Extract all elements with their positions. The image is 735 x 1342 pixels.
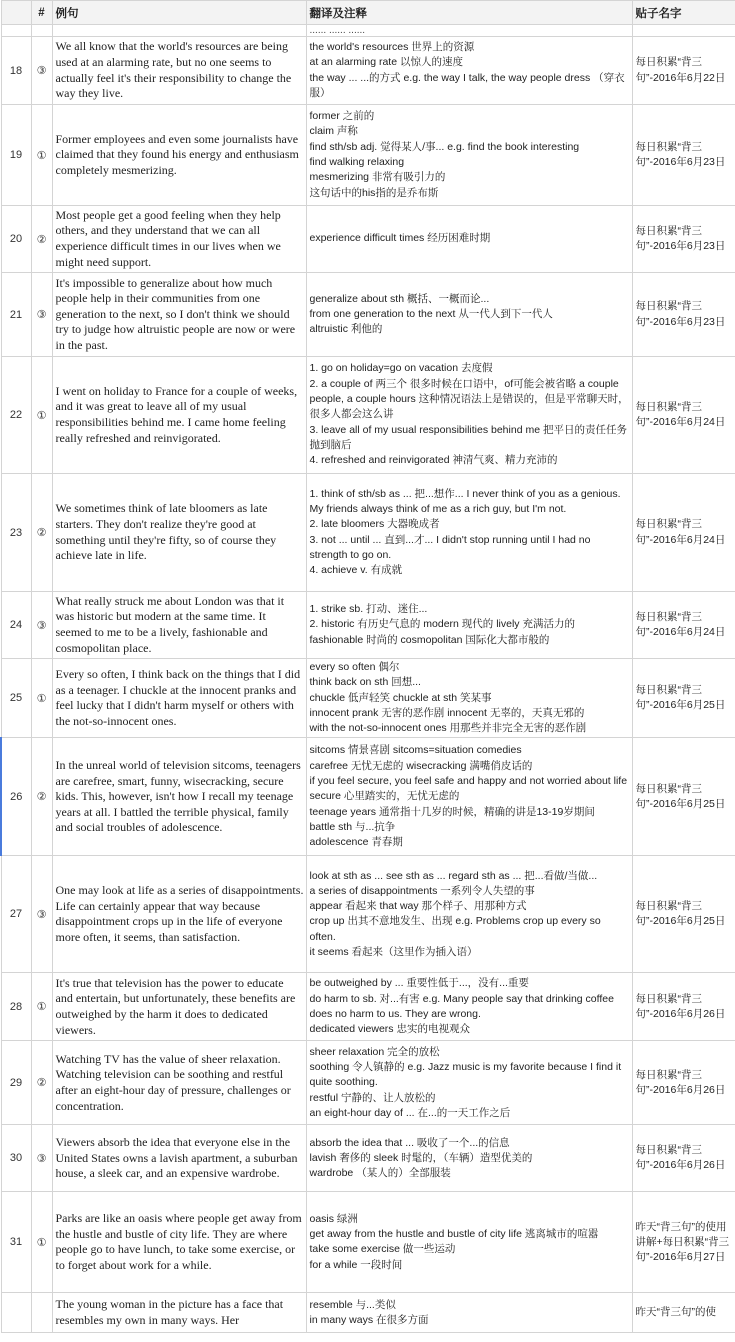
row-mark-cell[interactable] — [31, 1293, 52, 1333]
row-number-cell[interactable]: 25 — [1, 659, 31, 738]
source-cell[interactable]: 每日积累“背三句”-2016年6月24日 — [632, 592, 735, 659]
row-number-cell[interactable]: 24 — [1, 592, 31, 659]
note-line: soothing 令人镇静的 e.g. Jazz music is my favorite because I find it quite soothing. — [309, 1061, 622, 1089]
sentence-cell[interactable]: Viewers absorb the idea that everyone else in the United States owns a lavish apartment, a suburban house, a sleek car, and an expensive wardrobe. — [52, 1125, 306, 1192]
note-line: look at sth as ... see sth as ... regard sth as ... 把...看做/当做... — [309, 869, 598, 882]
note-line: get away from the hustle and bustle of city life 逃离城市的喧嚣 — [309, 1228, 599, 1241]
table-row — [1, 1293, 735, 1333]
notes-cell[interactable] — [306, 1041, 632, 1125]
row-mark-cell[interactable]: ① — [31, 973, 52, 1041]
table-row — [1, 1041, 735, 1125]
note-line: altruistic 利他的 — [309, 323, 383, 336]
source-cell[interactable]: 每日积累“背三句”-2016年6月25日 — [632, 738, 735, 856]
note-line: 2. historic 有历史气息的 modern 现代的 lively 充满活力的 fashionable 时尚的 cosmopolitan 国际化大都市般的 — [309, 618, 575, 646]
notes-cell[interactable] — [306, 973, 632, 1041]
row-mark-cell[interactable]: ① — [31, 1192, 52, 1293]
notes-cell[interactable] — [306, 357, 632, 474]
note-line: 2. late bloomers 大器晚成者 — [309, 518, 440, 531]
row-mark-cell[interactable]: ③ — [31, 273, 52, 357]
note-line: appear 看起来 that way 那个样子、用那种方式 — [309, 900, 527, 913]
note-line: oasis 绿洲 — [309, 1212, 358, 1225]
sentence-cell[interactable]: It's true that television has the power to educate and entertain, but unfortunately, these benefits are outweighed by the harm it does to dedicated viewers. — [52, 973, 306, 1041]
sentence-cell[interactable]: Most people get a good feeling when they help others, and they understand that we can all experience difficult times in our lives when we might need support. — [52, 206, 306, 273]
note-line: find walking relaxing — [309, 156, 405, 168]
note-line: absorb the idea that ... 吸收了一个...的信息 — [309, 1136, 510, 1149]
table-row — [1, 1192, 735, 1293]
note-line: crop up 出其不意地发生、出现 e.g. Problems crop up every so often. — [309, 915, 601, 943]
notes-cell[interactable] — [306, 206, 632, 273]
row-mark-cell[interactable]: ① — [31, 357, 52, 474]
note-line: resemble 与...类似 — [309, 1298, 396, 1311]
sentence-cell[interactable]: We sometimes think of late bloomers as late starters. They don't realize they're good at something until they're fifty, so of course they achieve late in life. — [52, 474, 306, 592]
note-line: former 之前的 — [309, 110, 375, 123]
notes-cell[interactable] — [306, 1192, 632, 1293]
notes-cell[interactable] — [306, 856, 632, 973]
note-line: generalize about sth 概括、一概而论... — [309, 292, 490, 305]
note-line: find sth/sb adj. 觉得某人/事... e.g. find the book interesting — [309, 140, 580, 153]
note-line: experience difficult times 经历困难时期 — [309, 232, 491, 245]
source-cell[interactable]: 昨天“背三句”的使用讲解+每日积累“背三句”-2016年6月27日 — [632, 1192, 735, 1293]
note-line: from one generation to the next 从一代人到下一代人 — [309, 307, 553, 320]
note-line: with the not-so-innocent ones 用那些并非完全无害的恶作剧 — [309, 722, 587, 735]
notes-cell[interactable] — [306, 1293, 632, 1333]
row-mark-cell[interactable]: ① — [31, 105, 52, 206]
row-mark-cell[interactable]: ③ — [31, 37, 52, 105]
row-mark-cell[interactable]: ② — [31, 206, 52, 273]
header-notes[interactable]: 翻译及注释 — [306, 1, 632, 25]
source-cell[interactable]: 每日积累“背三句”-2016年6月25日 — [632, 659, 735, 738]
sentence-cell[interactable]: Every so often, I think back on the things that I did as a teenager. I chuckle at the innocent pranks and feel lucky that I didn't harm myself or others with the not-so-innocent ones. — [52, 659, 306, 738]
table-row — [1, 659, 735, 738]
header-blank[interactable] — [1, 1, 31, 25]
note-line: 1. think of sth/sb as ... 把...想作... I never think of you as a genious. My friends always think of me as a rich guy, but I'm not. — [309, 487, 621, 515]
note-line: 1. go on holiday=go on vacation 去度假 — [309, 362, 493, 375]
sentence-cell[interactable]: I went on holiday to France for a couple of weeks, and it was great to leave all of my usual responsibilities behind me. I came home feeling really refreshed and reinvigorated. — [52, 357, 306, 474]
sentence-cell[interactable]: Parks are like an oasis where people get away from the hustle and bustle of city life. They are where people go to have lunch, to take some exercise, or to forget about work for a while. — [52, 1192, 306, 1293]
partial-row-above — [1, 25, 735, 37]
notes-cell[interactable] — [306, 659, 632, 738]
note-line: 1. strike sb. 打动、迷住... — [309, 603, 428, 616]
note-line: every so often 偶尔 — [309, 661, 400, 673]
note-line: innocent prank 无害的恶作剧 innocent 无辜的，天真无邪的 — [309, 706, 585, 719]
row-number-cell[interactable]: 31 — [1, 1192, 31, 1293]
header-sentence[interactable]: 例句 — [52, 1, 306, 25]
row-number-cell[interactable]: 23 — [1, 474, 31, 592]
row-number-cell[interactable]: 27 — [1, 856, 31, 973]
note-line: dedicated viewers 忠实的电视观众 — [309, 1023, 470, 1036]
note-line: the way ... ...的方式 e.g. the way I talk, the way people dress （穿衣服） — [309, 71, 625, 99]
row-number-cell[interactable]: 22 — [1, 357, 31, 474]
note-line: for a while 一段时间 — [309, 1258, 403, 1271]
notes-cell[interactable] — [306, 738, 632, 856]
sentence-cell[interactable]: One may look at life as a series of disappointments. Life can certainly appear that way because disappointment crops up in the life of everyone more often, it seems, than satisfaction. — [52, 856, 306, 973]
source-cell[interactable]: 每日积累“背三句”-2016年6月24日 — [632, 357, 735, 474]
note-line: think back on sth 回想... — [309, 676, 421, 689]
note-line: 3. not ... until ... 直到...才... I didn't stop running until I had no strength to go on. — [309, 533, 591, 561]
row-number-cell[interactable] — [1, 1293, 31, 1333]
row-number-cell[interactable]: 28 — [1, 973, 31, 1041]
row-number-cell[interactable]: 29 — [1, 1041, 31, 1125]
row-number-cell[interactable]: 21 — [1, 273, 31, 357]
header-row — [1, 1, 735, 25]
source-cell[interactable]: 每日积累“背三句”-2016年6月26日 — [632, 1041, 735, 1125]
table-row — [1, 973, 735, 1041]
note-line: lavish 奢侈的 sleek 时髦的，（车辆）造型优美的 — [309, 1151, 533, 1164]
source-cell[interactable]: 每日积累“背三句”-2016年6月22日 — [632, 37, 735, 105]
sentence-cell[interactable]: Former employees and even some journalists have claimed that they found his energy and enthusiasm completely mesmerizing. — [52, 105, 306, 206]
note-line: sitcoms 情景喜剧 sitcoms=situation comedies — [309, 744, 522, 757]
source-cell[interactable]: 每日积累“背三句”-2016年6月26日 — [632, 973, 735, 1041]
row-mark-cell[interactable]: ③ — [31, 592, 52, 659]
note-line: the world's resources 世界上的资源 — [309, 40, 475, 53]
notes-cell[interactable] — [306, 592, 632, 659]
row-number-cell[interactable]: 18 — [1, 37, 31, 105]
note-line: adolescence 青春期 — [309, 836, 403, 849]
note-line: restful 宁静的、让人放松的 — [309, 1091, 436, 1104]
header-source[interactable]: 贴子名字 — [632, 1, 735, 25]
cut-off-text: ...... ...... ...... — [309, 25, 366, 36]
table-row — [1, 856, 735, 973]
note-line: 4. refreshed and reinvigorated 神清气爽、精力充沛的 — [309, 454, 558, 467]
note-line: do harm to sb. 对...有害 e.g. Many people say that drinking coffee does no harm to us. They are wrong. — [309, 992, 614, 1020]
note-line: chuckle 低声轻笑 chuckle at sth 笑某事 — [309, 691, 492, 704]
row-mark-cell[interactable]: ② — [31, 474, 52, 592]
source-cell[interactable]: 每日积累“背三句”-2016年6月23日 — [632, 206, 735, 273]
sentence-cell[interactable]: It's impossible to generalize about how much people help in their communities from one generation to the next, so I don't think we should try to judge how altruistic people are now or were in the past. — [52, 273, 306, 357]
note-line: if you feel secure, you feel safe and happy and not worried about life secure 心里踏实的，无忧无虑的 — [309, 775, 628, 803]
header-number[interactable]: # — [31, 1, 52, 25]
note-line: at an alarming rate 以惊人的速度 — [309, 56, 463, 69]
note-line: sheer relaxation 完全的放松 — [309, 1045, 440, 1058]
note-line: battle sth 与...抗争 — [309, 820, 396, 833]
note-line: wardrobe （某人的）全部服装 — [309, 1167, 451, 1180]
source-cell[interactable]: 每日积累“背三句”-2016年6月26日 — [632, 1125, 735, 1192]
note-line: in many ways 在很多方面 — [309, 1313, 429, 1326]
note-line: 2. a couple of 两三个 很多时候在口语中，of可能会被省略 a couple people, a couple hours 这种情况语法上是错误的，但是平常聊天时，很多人都会这么讲 — [309, 377, 629, 421]
table-row — [1, 273, 735, 357]
row-mark-cell[interactable]: ③ — [31, 856, 52, 973]
table-row — [1, 357, 735, 474]
note-line: a series of disappointments 一系列令人失望的事 — [309, 884, 535, 897]
source-cell[interactable]: 每日积累“背三句”-2016年6月25日 — [632, 856, 735, 973]
row-number-cell[interactable]: 26 — [1, 738, 31, 856]
row-mark-cell[interactable]: ① — [31, 659, 52, 738]
table-row — [1, 206, 735, 273]
sentence-cell[interactable]: Watching TV has the value of sheer relaxation. Watching television can be soothing and restful after an eight-hour day of pressure, challenges or concentration. — [52, 1041, 306, 1125]
note-line: mesmerizing 非常有吸引力的 — [309, 171, 446, 184]
row-number-cell[interactable]: 19 — [1, 105, 31, 206]
note-line: it seems 看起来（这里作为插入语） — [309, 946, 478, 959]
note-line: 这句话中的his指的是乔布斯 — [309, 186, 439, 199]
table-row — [1, 474, 735, 592]
row-mark-cell[interactable]: ② — [31, 738, 52, 856]
row-number-cell[interactable]: 30 — [1, 1125, 31, 1192]
table-row — [1, 37, 735, 105]
source-cell[interactable]: 每日积累“背三句”-2016年6月24日 — [632, 474, 735, 592]
source-cell[interactable]: 昨天“背三句”的使 — [632, 1293, 735, 1333]
note-line: take some exercise 做一些运动 — [309, 1243, 456, 1256]
notes-cell[interactable] — [306, 1125, 632, 1192]
sentence-cell[interactable]: The young woman in the picture has a face that resembles my own in many ways. Her — [52, 1293, 306, 1333]
row-mark-cell[interactable]: ③ — [31, 1125, 52, 1192]
row-number-cell[interactable]: 20 — [1, 206, 31, 273]
note-line: 4. achieve v. 有成就 — [309, 564, 403, 577]
notes-cell[interactable] — [306, 273, 632, 357]
table-row — [1, 105, 735, 206]
note-line: claim 声称 — [309, 125, 358, 138]
sentence-cell[interactable]: In the unreal world of television sitcoms, teenagers are carefree, smart, funny, wisecracking, secure kids. This, however, isn't how I recall my teenage years at all. I battled the terrible physical, family and social troubles of adolescence. — [52, 738, 306, 856]
sentence-cell[interactable]: What really struck me about London was that it was historic but modern at the same time. It seemed to me to be a lively, fashionable and cosmopolitan place. — [52, 592, 306, 659]
source-cell[interactable]: 每日积累“背三句”-2016年6月23日 — [632, 105, 735, 206]
note-line: an eight-hour day of ... 在...的一天工作之后 — [309, 1106, 511, 1119]
note-line: be outweighed by ... 重要性低于...，没有...重要 — [309, 977, 529, 990]
row-mark-cell[interactable]: ② — [31, 1041, 52, 1125]
note-line: 3. leave all of my usual responsibilities behind me 把平日的责任任务抛到脑后 — [309, 423, 627, 451]
table-row — [1, 738, 735, 856]
note-line: carefree 无忧无虑的 wisecracking 满嘴俏皮话的 — [309, 759, 533, 772]
note-line: teenage years 通常指十几岁的时候，精确的讲是13-19岁期间 — [309, 805, 595, 818]
notes-cell[interactable] — [306, 474, 632, 592]
table-row — [1, 592, 735, 659]
notes-cell[interactable] — [306, 105, 632, 206]
source-cell[interactable]: 每日积累“背三句”-2016年6月23日 — [632, 273, 735, 357]
sentence-cell[interactable]: We all know that the world's resources are being used at an alarming rate, but no one seems to actually feel it's their responsibility to change the way they live. — [52, 37, 306, 105]
notes-cell[interactable] — [306, 37, 632, 105]
table-row — [1, 1125, 735, 1192]
